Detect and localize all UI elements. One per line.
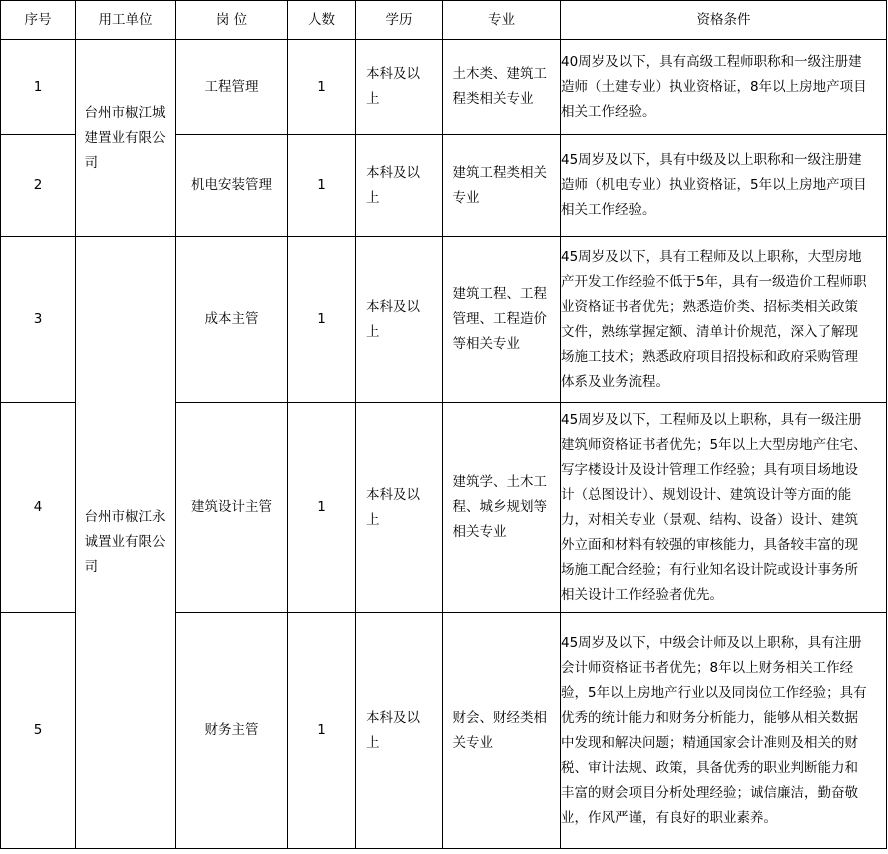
cell-edu bbox=[356, 403, 443, 613]
cell-post: 成本主管 bbox=[176, 237, 288, 403]
cell-no: 3 bbox=[1, 237, 76, 403]
cell-conditions bbox=[561, 237, 887, 403]
cell-count: 1 bbox=[288, 403, 356, 613]
conditions-text: 45周岁及以下，中级会计师及以上职称，具有注册会计师资格证书者优先；8年以上财务相关工作经验，5年以上房地产行业以及同岗位工作经验；具有优秀的统计能力和财务分析能力，能够从相关数据中发现和解决问题；精通国家会计准则及相关的财税、审计法规、政策，具备优秀的职业判断能力和丰富的财会项目分析处理经验；诚信廉洁，勤奋敬业，作风严谨，有良好的职业素养。 bbox=[561, 634, 867, 826]
header-no: 序号 bbox=[1, 1, 76, 40]
header-post: 岗 位 bbox=[176, 1, 288, 40]
header-conditions: 资格条件 bbox=[561, 1, 887, 40]
cell-count: 1 bbox=[288, 135, 356, 237]
cell-edu bbox=[356, 135, 443, 237]
cell-major bbox=[443, 237, 561, 403]
cell-conditions bbox=[561, 613, 887, 849]
header-count: 人数 bbox=[288, 1, 356, 40]
cell-no: 5 bbox=[1, 613, 76, 849]
cell-conditions bbox=[561, 403, 887, 613]
cell-post: 财务主管 bbox=[176, 613, 288, 849]
cell-no: 4 bbox=[1, 403, 76, 613]
cell-edu bbox=[356, 237, 443, 403]
cell-conditions bbox=[561, 135, 887, 237]
cell-edu bbox=[356, 40, 443, 135]
cell-major bbox=[443, 613, 561, 849]
major-text: 建筑工程类相关专业 bbox=[452, 164, 547, 206]
major-text: 建筑学、土木工程、城乡规划等相关专业 bbox=[452, 474, 547, 540]
unit-text: 台州市椒江城建置业有限公司 bbox=[84, 104, 166, 171]
edu-text: 本科及以上 bbox=[366, 486, 420, 528]
conditions-text: 45周岁及以下，工程师及以上职称，具有一级注册建筑师资格证书者优先；5年以上大型房地产住宅、写字楼设计及设计管理工作经验；具有项目场地设计（总图设计）、规划设计、建筑设计等方面的能力，对相关专业（景观、结构、设备）设计、建筑外立面和材料有较强的审核能力，具备较丰富的现场施工配合经验；有行业知名设计院或设计事务所相关设计工作经验者优先。 bbox=[561, 411, 867, 603]
edu-text: 本科及以上 bbox=[366, 66, 420, 107]
header-row bbox=[1, 1, 887, 40]
cell-no: 1 bbox=[1, 40, 76, 135]
edu-text: 本科及以上 bbox=[366, 298, 420, 340]
conditions-text: 40周岁及以下，具有高级工程师职称和一级注册建造师（土建专业）执业资格证，8年以上房地产项目相关工作经验。 bbox=[561, 53, 867, 120]
cell-edu bbox=[356, 613, 443, 849]
cell-count: 1 bbox=[288, 40, 356, 135]
cell-post: 建筑设计主管 bbox=[176, 403, 288, 613]
header-major: 专业 bbox=[443, 1, 561, 40]
cell-unit bbox=[76, 40, 176, 237]
table-row bbox=[1, 40, 887, 135]
cell-major bbox=[443, 403, 561, 613]
table-row bbox=[1, 237, 887, 403]
cell-conditions bbox=[561, 40, 887, 135]
cell-count: 1 bbox=[288, 237, 356, 403]
cell-no: 2 bbox=[1, 135, 76, 237]
header-edu: 学历 bbox=[356, 1, 443, 40]
cell-major bbox=[443, 40, 561, 135]
cell-post: 工程管理 bbox=[176, 40, 288, 135]
major-text: 建筑工程、工程管理、工程造价等相关专业 bbox=[452, 286, 547, 352]
major-text: 财会、财经类相关专业 bbox=[452, 709, 547, 751]
edu-text: 本科及以上 bbox=[366, 164, 420, 206]
cell-unit bbox=[76, 237, 176, 849]
cell-count: 1 bbox=[288, 613, 356, 849]
cell-post: 机电安装管理 bbox=[176, 135, 288, 237]
edu-text: 本科及以上 bbox=[366, 709, 420, 751]
unit-text: 台州市椒江永诚置业有限公司 bbox=[84, 509, 166, 575]
cell-major bbox=[443, 135, 561, 237]
conditions-text: 45周岁及以下，具有中级及以上职称和一级注册建造师（机电专业）执业资格证，5年以上房地产项目相关工作经验。 bbox=[561, 152, 867, 218]
header-unit: 用工单位 bbox=[76, 1, 176, 40]
major-text: 土木类、建筑工程类相关专业 bbox=[452, 66, 547, 107]
conditions-text: 45周岁及以下，具有工程师及以上职称，大型房地产开发工作经验不低于5年，具有一级造价工程师职业资格证书者优先；熟悉造价类、招标类相关政策文件，熟练掌握定额、清单计价规范，深入了解现场施工技术；熟悉政府项目招投标和政府采购管理体系及业务流程。 bbox=[561, 248, 867, 390]
